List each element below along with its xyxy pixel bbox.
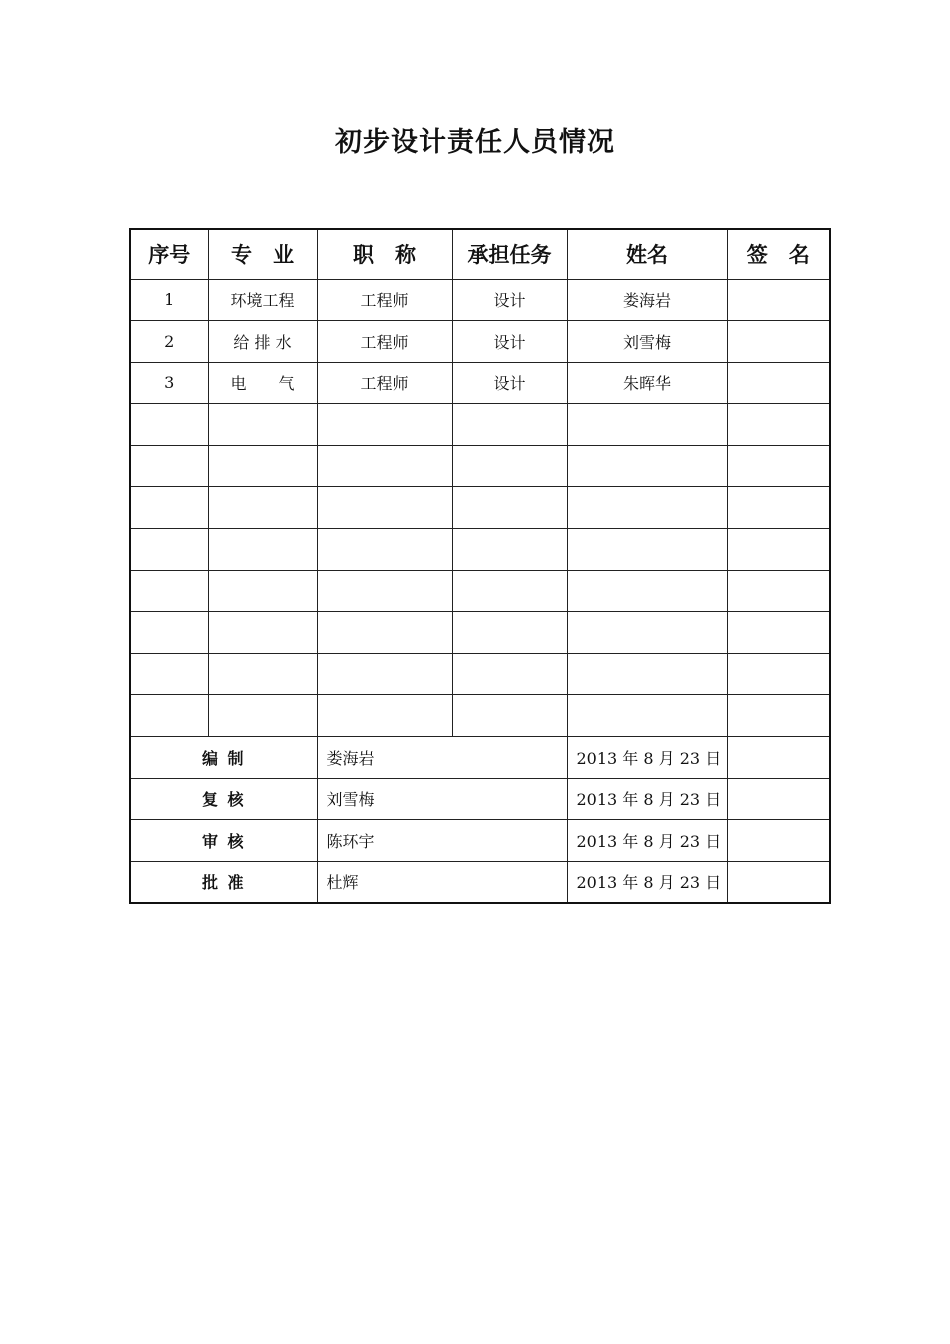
- approval-date: 2013 年 8 月 23 日: [567, 737, 727, 779]
- approval-signature: [727, 737, 830, 779]
- table-row: [130, 653, 830, 695]
- specialty-cell: 电 气: [208, 362, 317, 404]
- approval-role: 审 核: [130, 820, 317, 862]
- approval-name: 杜辉: [317, 861, 567, 903]
- table-row: [130, 487, 830, 529]
- index-cell: [130, 695, 208, 737]
- approval-signature: [727, 778, 830, 820]
- header-name: 姓名: [567, 229, 727, 279]
- task-cell: [452, 570, 567, 612]
- name-cell: [567, 653, 727, 695]
- task-cell: [452, 404, 567, 446]
- header-signature: 签 名: [727, 229, 830, 279]
- header-task: 承担任务: [452, 229, 567, 279]
- index-cell: [130, 653, 208, 695]
- table-row: [130, 362, 830, 404]
- task-cell: [452, 445, 567, 487]
- header-title: 职 称: [317, 229, 452, 279]
- approval-date: 2013 年 8 月 23 日: [567, 778, 727, 820]
- title-cell: [317, 570, 452, 612]
- task-cell: 设计: [452, 321, 567, 363]
- signature-cell: [727, 695, 830, 737]
- personnel-table: [129, 228, 831, 904]
- signature-cell: [727, 404, 830, 446]
- signature-cell: [727, 362, 830, 404]
- approval-row: [130, 778, 830, 820]
- approval-signature: [727, 820, 830, 862]
- index-cell: [130, 404, 208, 446]
- table-row: [130, 321, 830, 363]
- name-cell: [567, 612, 727, 654]
- task-cell: [452, 695, 567, 737]
- table-row: [130, 695, 830, 737]
- approval-row: [130, 820, 830, 862]
- task-cell: [452, 529, 567, 571]
- signature-cell: [727, 529, 830, 571]
- signature-cell: [727, 612, 830, 654]
- approval-row: [130, 861, 830, 903]
- specialty-cell: [208, 570, 317, 612]
- name-cell: [567, 529, 727, 571]
- index-cell: [130, 445, 208, 487]
- task-cell: 设计: [452, 279, 567, 321]
- specialty-cell: 环境工程: [208, 279, 317, 321]
- index-cell: [130, 529, 208, 571]
- index-cell: [130, 612, 208, 654]
- page-title: 初步设计责任人员情况: [335, 127, 615, 158]
- specialty-cell: 给 排 水: [208, 321, 317, 363]
- approval-name: 陈环宇: [317, 820, 567, 862]
- specialty-cell: [208, 529, 317, 571]
- approval-role: 编 制: [130, 737, 317, 779]
- title-cell: 工程师: [317, 362, 452, 404]
- approval-role: 复 核: [130, 778, 317, 820]
- name-cell: [567, 445, 727, 487]
- signature-cell: [727, 487, 830, 529]
- table-row: [130, 445, 830, 487]
- specialty-cell: [208, 404, 317, 446]
- title-cell: [317, 529, 452, 571]
- index-cell: [130, 487, 208, 529]
- table-row: [130, 529, 830, 571]
- table-row: [130, 279, 830, 321]
- approval-row: [130, 737, 830, 779]
- title-cell: [317, 404, 452, 446]
- name-cell: 刘雪梅: [567, 321, 727, 363]
- approval-signature: [727, 861, 830, 903]
- signature-cell: [727, 279, 830, 321]
- header-specialty: 专 业: [208, 229, 317, 279]
- title-cell: 工程师: [317, 279, 452, 321]
- title-cell: [317, 487, 452, 529]
- approval-date: 2013 年 8 月 23 日: [567, 820, 727, 862]
- name-cell: [567, 404, 727, 446]
- signature-cell: [727, 570, 830, 612]
- table-row: [130, 570, 830, 612]
- specialty-cell: [208, 612, 317, 654]
- name-cell: 朱晖华: [567, 362, 727, 404]
- name-cell: [567, 570, 727, 612]
- task-cell: [452, 653, 567, 695]
- table-row: [130, 404, 830, 446]
- table-row: [130, 612, 830, 654]
- signature-cell: [727, 321, 830, 363]
- task-cell: [452, 487, 567, 529]
- title-cell: 工程师: [317, 321, 452, 363]
- task-cell: 设计: [452, 362, 567, 404]
- title-cell: [317, 653, 452, 695]
- approval-name: 刘雪梅: [317, 778, 567, 820]
- index-cell: 1: [130, 279, 208, 321]
- index-cell: [130, 570, 208, 612]
- specialty-cell: [208, 445, 317, 487]
- table-header-row: [130, 229, 830, 279]
- specialty-cell: [208, 695, 317, 737]
- signature-cell: [727, 653, 830, 695]
- approval-name: 娄海岩: [317, 737, 567, 779]
- task-cell: [452, 612, 567, 654]
- approval-role: 批 准: [130, 861, 317, 903]
- header-index: 序号: [130, 229, 208, 279]
- specialty-cell: [208, 487, 317, 529]
- specialty-cell: [208, 653, 317, 695]
- approval-date: 2013 年 8 月 23 日: [567, 861, 727, 903]
- index-cell: 3: [130, 362, 208, 404]
- title-cell: [317, 612, 452, 654]
- title-cell: [317, 445, 452, 487]
- title-cell: [317, 695, 452, 737]
- name-cell: 娄海岩: [567, 279, 727, 321]
- signature-cell: [727, 445, 830, 487]
- name-cell: [567, 487, 727, 529]
- index-cell: 2: [130, 321, 208, 363]
- name-cell: [567, 695, 727, 737]
